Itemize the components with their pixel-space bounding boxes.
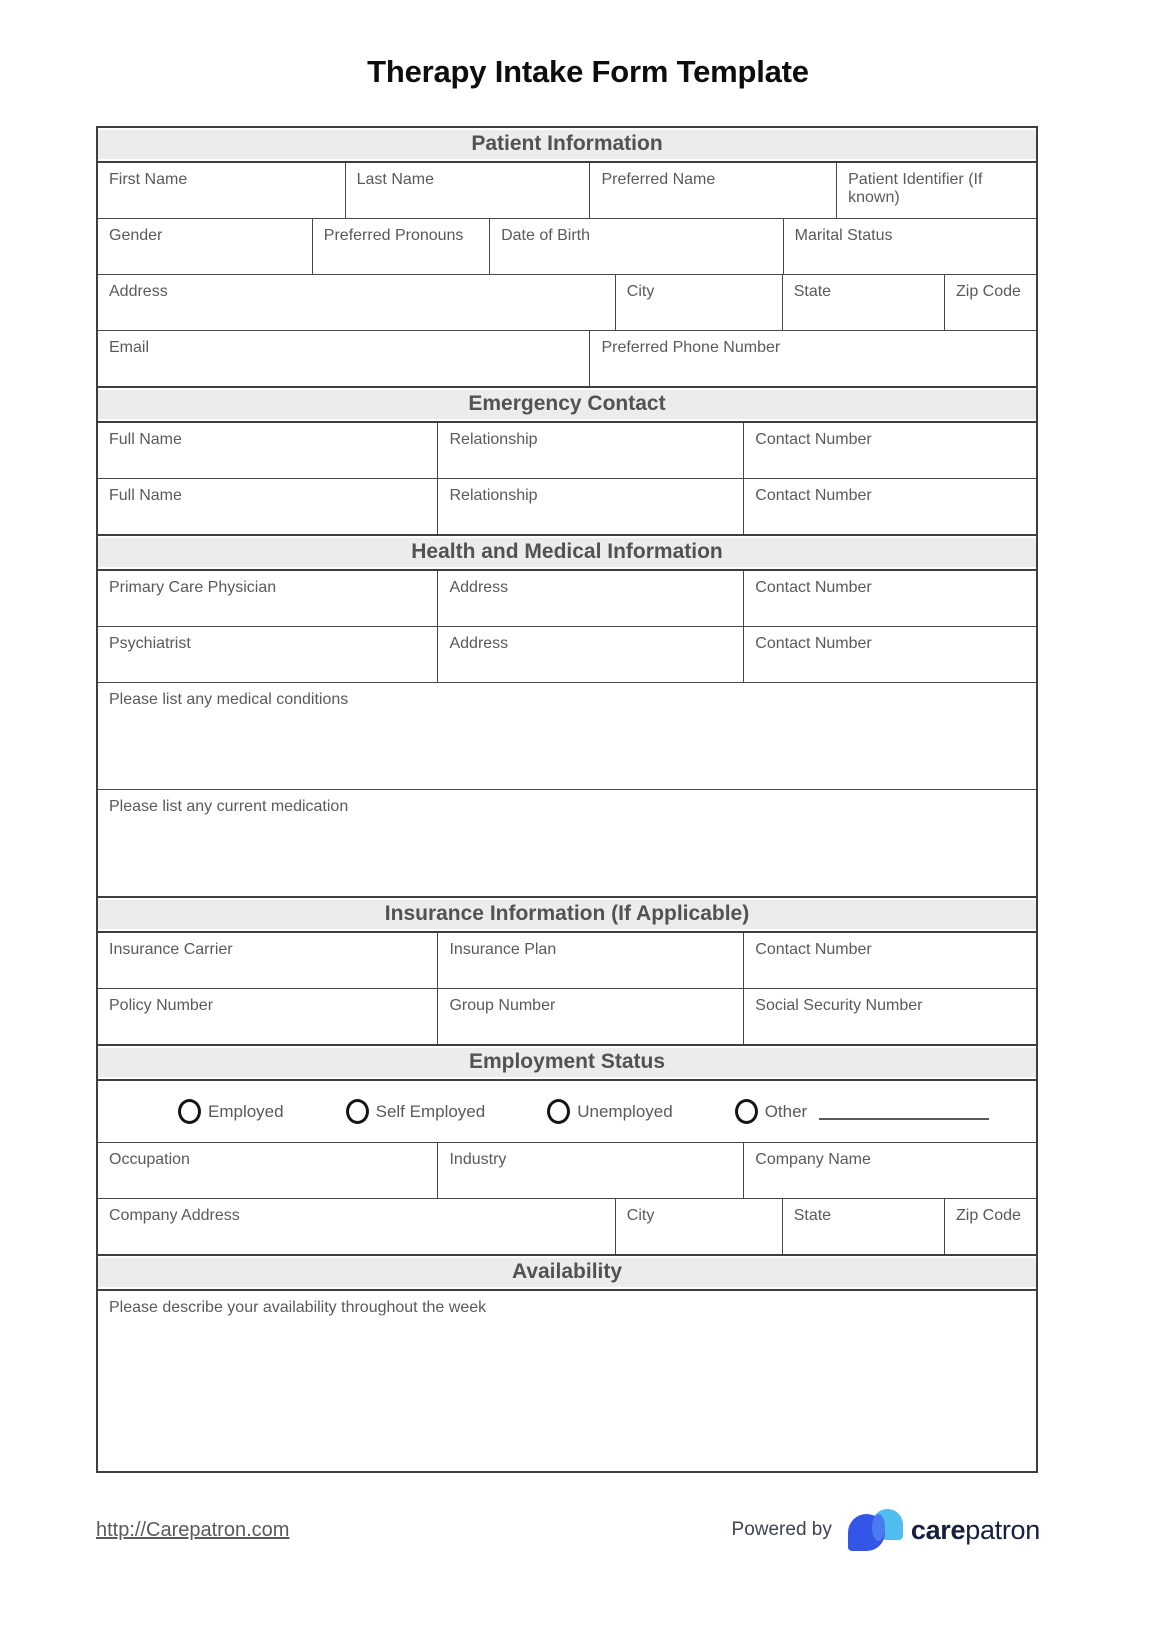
section-header-employment-status: Employment Status (98, 1044, 1036, 1081)
field-label: Email (109, 339, 150, 356)
emergency2-relationship-field[interactable] (438, 479, 744, 534)
emergency-contact-row-1 (98, 423, 1036, 479)
psychiatrist-field[interactable] (98, 627, 438, 682)
field-label: Company Name (755, 1151, 871, 1168)
patient-name-row (98, 163, 1036, 219)
field-label: Full Name (109, 487, 182, 504)
unemployed-option[interactable] (547, 1099, 672, 1124)
field-label: Primary Care Physician (109, 579, 277, 596)
company-name-field[interactable] (744, 1143, 1036, 1198)
field-label: Insurance Plan (449, 941, 557, 958)
field-label: State (793, 283, 832, 300)
option-label: Unemployed (577, 1101, 673, 1121)
other-fill-in-line[interactable] (819, 1118, 989, 1120)
availability-textarea[interactable] (98, 1291, 1036, 1471)
emergency-contact-row-2 (98, 479, 1036, 534)
field-label: Relationship (449, 487, 538, 504)
carepatron-wordmark (911, 1515, 1040, 1546)
self-employed-radio-icon[interactable] (346, 1099, 369, 1124)
occupation-field[interactable] (98, 1143, 438, 1198)
field-label: Contact Number (755, 487, 872, 504)
field-label: Occupation (109, 1151, 190, 1168)
pcp-contact-number-field[interactable] (744, 571, 1036, 626)
city-field[interactable] (616, 275, 783, 330)
section-header-insurance: Insurance Information (If Applicable) (98, 896, 1036, 933)
field-label: Marital Status (794, 227, 893, 244)
field-label: Preferred Pronouns (323, 227, 464, 244)
field-label: Preferred Name (601, 171, 716, 188)
field-label: Insurance Carrier (109, 941, 233, 958)
state-field[interactable] (783, 275, 945, 330)
zip-code-field[interactable] (945, 275, 1036, 330)
carepatron-logo-icon (848, 1505, 904, 1555)
emergency2-full-name-field[interactable] (98, 479, 438, 534)
field-label: Industry (449, 1151, 507, 1168)
employed-radio-icon[interactable] (178, 1099, 201, 1124)
date-of-birth-field[interactable] (490, 219, 784, 274)
field-label: Contact Number (755, 431, 872, 448)
preferred-phone-field[interactable] (590, 331, 1036, 386)
current-medication-row (98, 790, 1036, 896)
group-number-field[interactable] (438, 989, 744, 1044)
field-label: City (626, 1207, 655, 1224)
patient-address-row (98, 275, 1036, 331)
preferred-name-field[interactable] (590, 163, 837, 218)
field-label: Address (449, 635, 509, 652)
pcp-address-field[interactable] (438, 571, 744, 626)
field-label: Gender (109, 227, 163, 244)
company-state-field[interactable] (783, 1199, 945, 1254)
insurance-carrier-field[interactable] (98, 933, 438, 988)
policy-number-field[interactable] (98, 989, 438, 1044)
employed-option[interactable] (178, 1099, 284, 1124)
section-header-health-medical: Health and Medical Information (98, 534, 1036, 571)
field-label: Please describe your availability throughout the week (109, 1299, 487, 1316)
social-security-number-field[interactable] (744, 989, 1036, 1044)
field-label: Contact Number (755, 941, 872, 958)
field-label: Policy Number (109, 997, 214, 1014)
field-label: Relationship (449, 431, 538, 448)
field-label: State (793, 1207, 832, 1224)
carepatron-logo (848, 1505, 1040, 1555)
company-address-row (98, 1199, 1036, 1254)
field-label: Zip Code (955, 283, 1021, 300)
employment-status-options-row (98, 1081, 1036, 1143)
field-label: Psychiatrist (109, 635, 191, 652)
option-label: Other (764, 1101, 808, 1121)
unemployed-radio-icon[interactable] (547, 1099, 570, 1124)
field-label: Group Number (449, 997, 556, 1014)
powered-by-block (732, 1505, 1040, 1555)
section-header-patient-information: Patient Information (98, 128, 1036, 163)
industry-field[interactable] (438, 1143, 744, 1198)
emergency1-contact-number-field[interactable] (744, 423, 1036, 478)
first-name-field[interactable] (98, 163, 346, 218)
field-label: Last Name (356, 171, 434, 188)
field-label: Contact Number (755, 579, 872, 596)
occupation-row (98, 1143, 1036, 1199)
self-employed-option[interactable] (346, 1099, 486, 1124)
email-field[interactable] (98, 331, 590, 386)
field-label: Contact Number (755, 635, 872, 652)
section-header-availability: Availability (98, 1254, 1036, 1291)
emergency1-full-name-field[interactable] (98, 423, 438, 478)
wordmark-patron: patron (965, 1514, 1040, 1545)
field-label: Date of Birth (501, 227, 591, 244)
psychiatrist-address-field[interactable] (438, 627, 744, 682)
current-medication-textarea[interactable] (98, 790, 1036, 896)
marital-status-field[interactable] (784, 219, 1036, 274)
patient-identifier-field[interactable] (837, 163, 1036, 218)
availability-row (98, 1291, 1036, 1471)
patient-contact-row (98, 331, 1036, 386)
section-header-emergency-contact: Emergency Contact (98, 386, 1036, 423)
field-label: Address (109, 283, 168, 300)
carepatron-link[interactable]: http://Carepatron.com (96, 1518, 290, 1541)
insurance-plan-field[interactable] (438, 933, 744, 988)
page-title: Therapy Intake Form Template (367, 54, 809, 89)
medical-conditions-row (98, 683, 1036, 790)
field-label: Social Security Number (755, 997, 923, 1014)
primary-care-physician-row (98, 571, 1036, 627)
option-label: Self Employed (375, 1101, 486, 1121)
preferred-pronouns-field[interactable] (313, 219, 490, 274)
option-label: Employed (208, 1101, 284, 1121)
company-address-field[interactable] (98, 1199, 616, 1254)
insurance-row-1 (98, 933, 1036, 989)
logo-bubble-overlap (872, 1514, 885, 1541)
field-label: Patient Identifier (If known) (848, 171, 983, 206)
field-label: Full Name (109, 431, 182, 448)
field-label: Zip Code (955, 1207, 1021, 1224)
emergency2-contact-number-field[interactable] (744, 479, 1036, 534)
page-footer (96, 1505, 1040, 1555)
last-name-field[interactable] (346, 163, 591, 218)
psychiatrist-row (98, 627, 1036, 683)
field-label: Preferred Phone Number (601, 339, 781, 356)
other-radio-icon[interactable] (735, 1099, 758, 1124)
field-label: Address (449, 579, 509, 596)
field-label: City (626, 283, 655, 300)
primary-care-physician-field[interactable] (98, 571, 438, 626)
field-label: Company Address (109, 1207, 240, 1224)
wordmark-care: care (910, 1514, 966, 1545)
medical-conditions-textarea[interactable] (98, 683, 1036, 789)
gender-field[interactable] (98, 219, 313, 274)
psychiatrist-contact-number-field[interactable] (744, 627, 1036, 682)
powered-by-label: Powered by (731, 1519, 832, 1540)
emergency1-relationship-field[interactable] (438, 423, 744, 478)
address-field[interactable] (98, 275, 616, 330)
company-zip-code-field[interactable] (945, 1199, 1036, 1254)
field-label: Please list any medical conditions (109, 691, 349, 708)
intake-form (96, 126, 1038, 1473)
field-label: First Name (109, 171, 188, 188)
patient-demographics-row (98, 219, 1036, 275)
company-city-field[interactable] (616, 1199, 783, 1254)
insurance-contact-number-field[interactable] (744, 933, 1036, 988)
other-option[interactable] (735, 1099, 990, 1124)
insurance-row-2 (98, 989, 1036, 1044)
field-label: Please list any current medication (109, 798, 349, 815)
